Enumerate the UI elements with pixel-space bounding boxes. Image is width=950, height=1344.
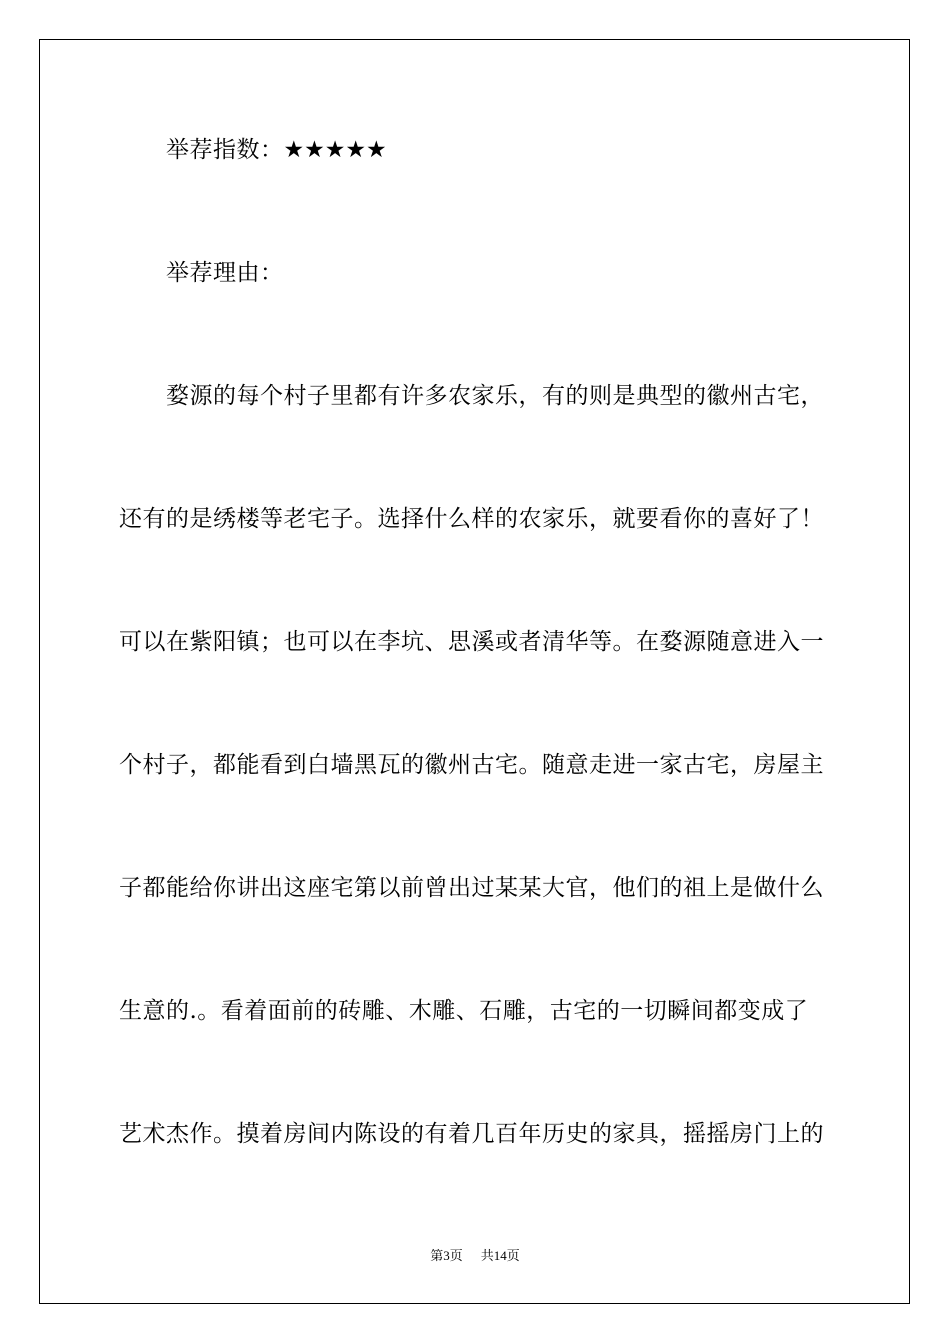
rating-line [166,135,387,165]
reason-heading: 举荐理由： [166,260,284,286]
body-line-2: 还有的是绣楼等老宅子。选择什么样的农家乐，就要看你的喜好了！ [119,506,824,532]
rating-stars: ★★★★★ [283,137,387,163]
body-line-1: 婺源的每个村子里都有许多农家乐，有的则是典型的徽州古宅， [166,383,824,409]
page-footer [0,1247,950,1265]
page-number: 第3页 [430,1248,463,1263]
rating-label: 举荐指数： [166,137,284,163]
body-line-3: 可以在紫阳镇；也可以在李坑、思溪或者清华等。在婺源随意进入一 [119,629,824,655]
body-line-7: 艺术杰作。摸着房间内陈设的有着几百年历史的家具，摇摇房门上的 [119,1121,824,1147]
page-border [39,39,910,1304]
page-total: 共14页 [480,1248,520,1263]
body-line-6: 生意的.。看着面前的砖雕、木雕、石雕，古宅的一切瞬间都变成了 [119,998,809,1024]
body-line-5: 子都能给你讲出这座宅第以前曾出过某某大官，他们的祖上是做什么 [119,875,824,901]
body-line-4: 个村子，都能看到白墙黑瓦的徽州古宅。随意走进一家古宅，房屋主 [119,752,824,778]
